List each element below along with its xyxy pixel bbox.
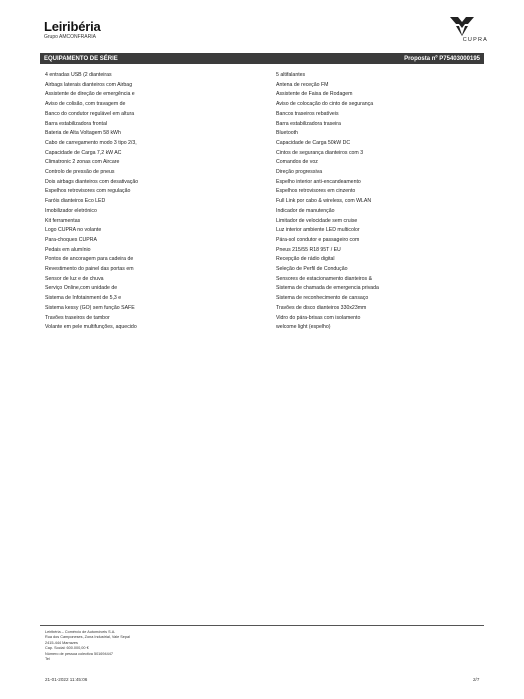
equipment-item: Bancos traseiros rebatíveis bbox=[276, 110, 339, 117]
equipment-item: Banco do condutor regulável em altura bbox=[45, 110, 135, 117]
equipment-item: Sistema de chamada de emergencia privada bbox=[276, 285, 379, 292]
company-info bbox=[45, 630, 130, 662]
equipment-item: Indicador de manutenção bbox=[276, 207, 335, 214]
equipment-list-left bbox=[45, 71, 245, 333]
equipment-item: Direção progressiva bbox=[276, 169, 323, 176]
equipment-item: Faróis dianteiros Eco LED bbox=[45, 198, 106, 205]
equipment-item: Aviso de colisão, com travagem de bbox=[45, 101, 126, 108]
company-line: 2415-444 Marrazes bbox=[45, 640, 78, 645]
page-number: 2/7 bbox=[473, 677, 480, 682]
equipment-item: Aviso de colocação do cinto de segurança bbox=[276, 101, 374, 108]
cupra-logo bbox=[436, 16, 488, 46]
equipment-item: Revestimento do painel das portas em bbox=[45, 266, 134, 273]
equipment-item: Comandos de voz bbox=[276, 159, 318, 166]
equipment-item: Full Link por cabo & wireless, com WLAN bbox=[276, 198, 372, 205]
equipment-item: Barra estabilizadora frontal bbox=[45, 120, 107, 127]
equipment-item: Recepção de rádio digital bbox=[276, 256, 335, 263]
equipment-item: Volante em pele multifunções, aquecido bbox=[45, 324, 137, 331]
equipment-item: Espelhos retrovisores em cinzento bbox=[276, 188, 356, 195]
equipment-item: Dois airbags dianteiros com desativação bbox=[45, 178, 139, 185]
equipment-item: Serviço Online,com unidade de bbox=[45, 285, 118, 292]
equipment-item: Pára-sol condutor e passageiro com bbox=[276, 236, 360, 243]
equipment-list-right bbox=[276, 71, 476, 333]
equipment-item: Kit ferramentas bbox=[45, 217, 81, 224]
equipment-item: Controlo de pressão de pneus bbox=[45, 169, 115, 176]
equipment-item: Capacidade de Carga 50kW DC bbox=[276, 139, 351, 146]
equipment-item: Sensores de estacionamento dianteiros & bbox=[276, 275, 373, 282]
section-title: EQUIPAMENTO DE SÉRIE bbox=[44, 55, 118, 62]
company-line: Tel bbox=[45, 657, 50, 662]
equipment-item: Airbags laterais dianteiros com Airbag bbox=[45, 81, 133, 88]
equipment-item: Capacidade de Carga 7,2 kW AC bbox=[45, 149, 122, 156]
equipment-item: Assistente de Faixa de Rodagem bbox=[276, 91, 353, 98]
equipment-item: Barra estabilizadora traseira bbox=[276, 120, 341, 127]
equipment-item: Climatronic 2 zonas com Aircare bbox=[45, 159, 120, 166]
equipment-item: 4 entradas USB (2 dianteiras bbox=[45, 72, 112, 78]
logo-wordmark: CUPRA bbox=[462, 37, 488, 43]
equipment-item: Imobilizador eletrónico bbox=[45, 207, 97, 214]
equipment-item: Espelhos retrovisores com regulação bbox=[45, 188, 131, 195]
equipment-item: Espelho interior anti-encandeamento bbox=[276, 178, 361, 185]
equipment-item: Luz interior ambiente LED multicolor bbox=[276, 227, 360, 234]
proposal-number: Proposta nº P75403000195 bbox=[404, 55, 480, 62]
equipment-item: Pneus 215/55 R18 95T / EU bbox=[276, 246, 341, 253]
equipment-item: Limitador de velocidade sem cruise bbox=[276, 217, 358, 224]
equipment-item: Bateria de Alta Voltagem 58 kWh bbox=[45, 130, 121, 137]
equipment-item: 5 altifalantes bbox=[276, 72, 306, 78]
equipment-item: Pedais em alumínio bbox=[45, 246, 91, 253]
equipment-item: Bluetooth bbox=[276, 130, 298, 137]
equipment-item: Travões de disco dianteiros 330x23mm bbox=[276, 304, 367, 311]
dealer-name: Leiribéria bbox=[44, 19, 101, 34]
equipment-item: Assistente de direção de emergência e bbox=[45, 91, 135, 98]
equipment-item: Sensor de luz e de chuva bbox=[45, 275, 104, 282]
footer-divider bbox=[40, 625, 484, 626]
company-line: Leiribéria – Comércio de Automóveis S.A. bbox=[45, 630, 116, 634]
equipment-item: Logo CUPRA no volante bbox=[45, 227, 102, 234]
equipment-item: Sistema de reconhecimento de cansaço bbox=[276, 295, 369, 302]
equipment-item: Para-choques CUPRA bbox=[45, 236, 97, 243]
dealer-group: Grupo AMCONFRARIA bbox=[44, 34, 96, 40]
equipment-item: Pontos de ancoragem para cadeira de bbox=[45, 256, 134, 263]
dealer-brand bbox=[44, 20, 101, 40]
company-line: Cap. Social: 600.000,00 € bbox=[45, 646, 89, 651]
equipment-item: Seleção de Perfil de Condução bbox=[276, 266, 348, 273]
cupra-tribal-icon bbox=[449, 16, 475, 36]
equipment-item: Cintos de segurança dianteiros com 3 bbox=[276, 149, 364, 156]
equipment-item: Cabo de carregamento modo 3 tipo 2/3, bbox=[45, 139, 137, 146]
equipment-item: Vidro do pára-brisas com isolamento bbox=[276, 314, 361, 321]
equipment-item: Sistema kessy (GO) sem função SAFE bbox=[45, 304, 135, 311]
equipment-item: Sistema de Infotainment de 5,3 e bbox=[45, 295, 122, 302]
equipment-item: Antena de receção FM bbox=[276, 81, 329, 88]
company-line: Número de pessoa colectiva 501694447 bbox=[45, 651, 113, 656]
company-line: Rua dos Camponeses, Zona Industrial, Vale Sepal bbox=[45, 635, 130, 640]
print-datetime: 21-01-2022 11:45:06 bbox=[45, 677, 88, 682]
equipment-item: welcome light (espelho) bbox=[276, 324, 331, 331]
equipment-item: Travões traseiros de tambor bbox=[45, 314, 110, 321]
section-header bbox=[40, 53, 484, 64]
